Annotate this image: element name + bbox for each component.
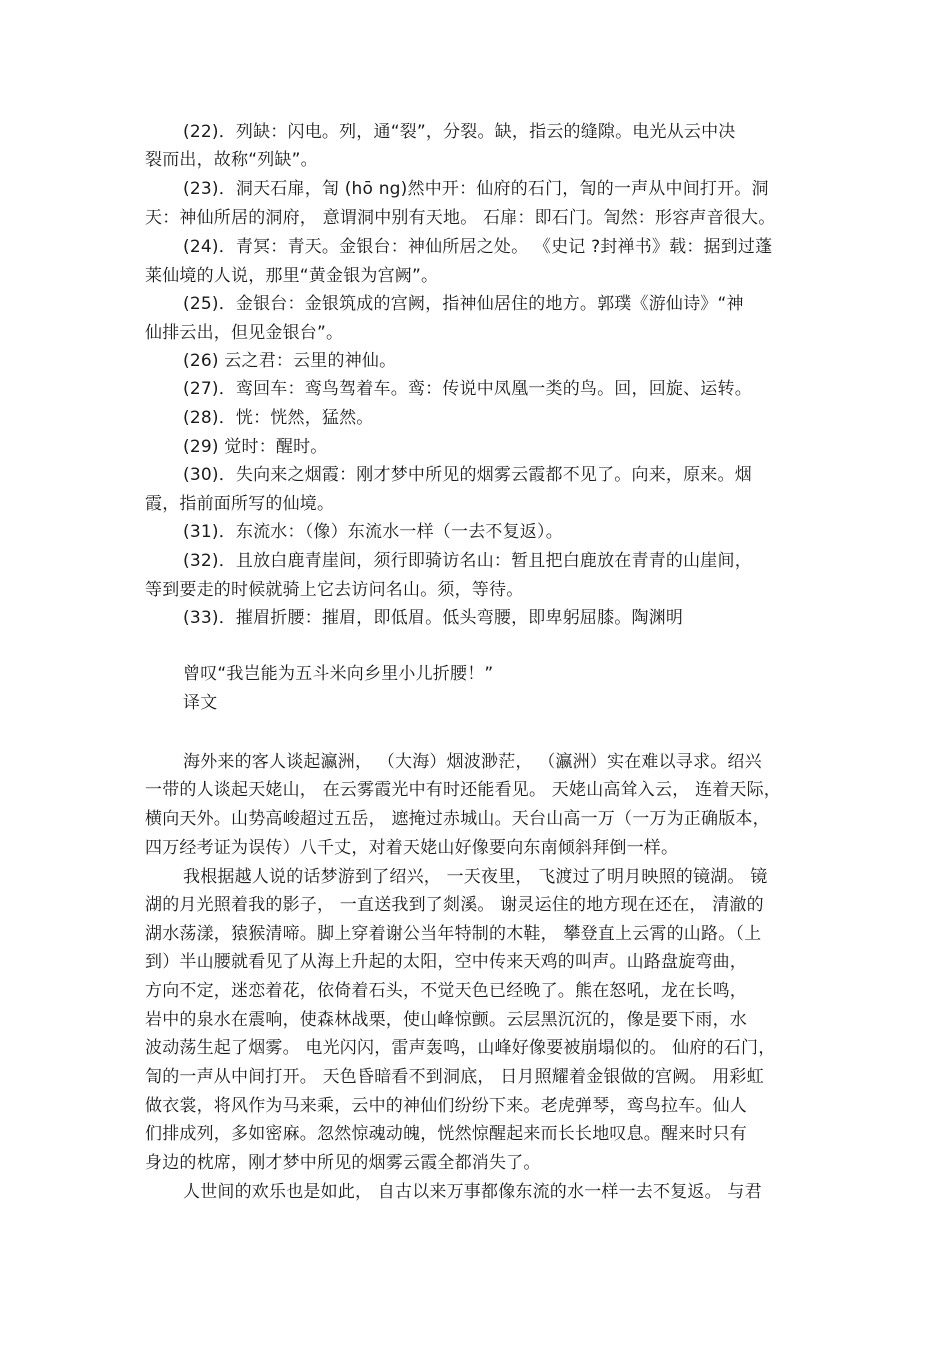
note-32-line-2: 等到要走的时候就骑上它去访问名山。须，等待。 [145,580,524,600]
translation-line: 湖水荡漾，猿猴清啼。脚上穿着谢公当年特制的木鞋， 攀登直上云霄的山路。（上 [145,924,762,944]
note-33-line-2: 曾叹“我岂能为五斗米向乡里小儿折腰！” [183,664,494,684]
note-23-line-2: 天：神仙所居的洞府， 意谓洞中别有天地。 石扉：即石门。訇然：形容声音很大。 [145,208,776,228]
translation-line: 做衣裳，将风作为马来乘，云中的神仙们纷纷下来。老虎弹琴，鸾鸟拉车。仙人 [145,1096,747,1116]
note-24-line-2: 莱仙境的人说，那里“黄金银为宫阙”。 [145,266,439,286]
translation-line: 湖的月光照着我的影子， 一直送我到了剡溪。 谢灵运住的地方现在还在， 清澈的 [145,895,764,915]
note-33-line-1: (33)．摧眉折腰：摧眉，即低眉。低头弯腰，即卑躬屈膝。陶渊明 [183,608,684,628]
note-23-line-1: (23)．洞天石扉，訇 (hō ng)然中开：仙府的石门，訇的一声从中间打开。洞 [183,179,769,199]
note-32-line-1: (32)．且放白鹿青崖间，须行即骑访名山：暂且把白鹿放在青青的山崖间， [183,551,752,571]
note-30-line-1: (30)．失向来之烟霞：刚才梦中所见的烟雾云霞都不见了。向来，原来。烟 [183,465,752,485]
note-24-line-1: (24)．青冥：青天。金银台：神仙所居之处。 《史记 ?封禅书》载：据到过蓬 [183,237,773,257]
note-22-line-2: 裂而出，故称“列缺”。 [145,150,318,170]
note-26: (26) 云之君：云里的神仙。 [183,351,397,371]
note-25-line-1: (25)．金银台：金银筑成的宫阙，指神仙居住的地方。郭璞《游仙诗》“神 [183,294,744,314]
note-29: (29) 觉时：醒时。 [183,437,328,457]
translation-line: 海外来的客人谈起瀛洲， （大海）烟波渺茫， （瀛洲）实在难以寻求。绍兴 [183,752,762,772]
translation-line: 訇的一声从中间打开。 天色昏暗看不到洞底， 日月照耀着金银做的宫阙。 用彩虹 [145,1067,764,1087]
section-heading-translation: 译文 [183,693,218,713]
translation-line: 们排成列，多如密麻。忽然惊魂动魄，恍然惊醒起来而长长地叹息。醒来时只有 [145,1124,747,1144]
translation-line: 岩中的泉水在震响，使森林战栗，使山峰惊颤。云层黑沉沉的，像是要下雨，水 [145,1010,747,1030]
translation-line: 到）半山腰就看见了从海上升起的太阳，空中传来天鸡的叫声。山路盘旋弯曲， [145,952,747,972]
note-28: (28)．恍：恍然，猛然。 [183,408,374,428]
note-31: (31)．东流水：（像）东流水一样（一去不复返）。 [183,522,563,542]
note-25-line-2: 仙排云出，但见金银台”。 [145,323,344,343]
note-22-line-1: (22)．列缺：闪电。列，通“裂”，分裂。缺，指云的缝隙。电光从云中决 [183,122,736,142]
translation-line: 四万经考证为误传）八千丈，对着天姥山好像要向东南倾斜拜倒一样。 [145,838,679,858]
translation-line: 横向天外。山势高峻超过五岳， 遮掩过赤城山。天台山高一万（一万为正确版本， [145,809,770,829]
translation-line: 人世间的欢乐也是如此， 自古以来万事都像东流的水一样一去不复返。 与君 [183,1182,762,1202]
translation-line: 我根据越人说的话梦游到了绍兴， 一天夜里， 飞渡过了明月映照的镜湖。 镜 [183,867,768,887]
translation-line: 一带的人谈起天姥山， 在云雾霞光中有时还能看见。 天姥山高耸入云， 连着天际， [145,780,782,800]
translation-line: 方向不定，迷恋着花，依倚着石头，不觉天色已经晚了。熊在怒吼，龙在长鸣， [145,981,747,1001]
note-30-line-2: 霞，指前面所写的仙境。 [145,494,335,514]
translation-line: 波动荡生起了烟雾。 电光闪闪，雷声轰鸣，山峰好像要被崩塌似的。 仙府的石门， [145,1038,776,1058]
translation-line: 身边的枕席，刚才梦中所见的烟雾云霞全都消失了。 [145,1153,541,1173]
note-27: (27)．鸾回车：鸾鸟驾着车。鸾：传说中凤凰一类的鸟。回，回旋、运转。 [183,379,752,399]
